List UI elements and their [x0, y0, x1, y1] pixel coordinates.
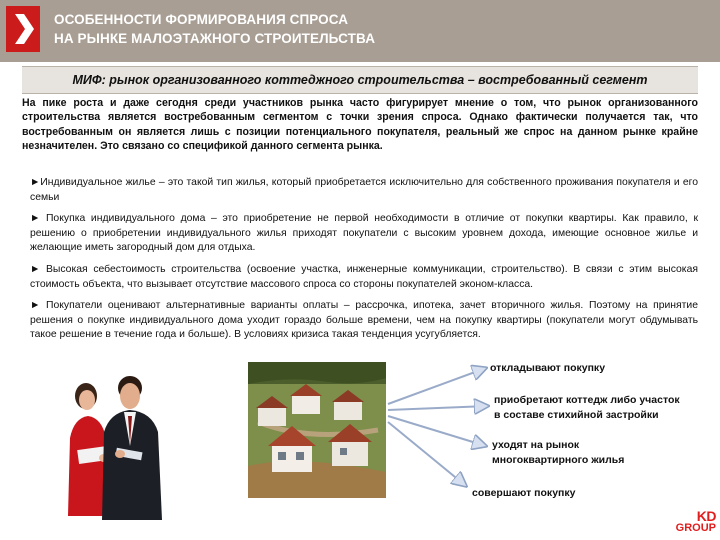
arrow-2 — [388, 406, 488, 410]
title-line-2: НА РЫНКЕ МАЛОЭТАЖНОГО СТРОИТЕЛЬСТВА — [54, 31, 376, 46]
outcome-spontaneous-line-2: в составе стихийной застройки — [494, 409, 659, 421]
intro-paragraph: На пике роста и даже сегодня среди участников рынка часто фигурирует мнение о том, что рынок организованного строительства является востребованным сегментом с точки зрения спроса. Однако фактически получается так, что востребованным он является лишь с позиции потенциального покупателя, реальный же спрос на данном рынке крайне незначителен. Это связано со спецификой данного сегмента рынка. — [22, 97, 698, 152]
bullet-item: ► Покупатели оценивают альтернативные варианты оплаты – рассрочка, ипотека, зачет вторичного жилья. Поэтому на принятие решения о покупке индивидуального дома уходит гораздо больше времени, чем на покупку квартиры (покупатели могут обдумывать такое решение в течение года и больше). В условиях кризиса такая тенденция усугубляется. — [30, 300, 698, 341]
outcome-spontaneous — [494, 393, 714, 423]
title-line-1: ОСОБЕННОСТИ ФОРМИРОВАНИЯ СПРОСА — [54, 12, 349, 27]
arrow-3 — [388, 416, 486, 446]
outcome-apartments — [492, 438, 712, 468]
outcome-postpone: откладывают покупку — [490, 362, 606, 374]
outcome-spontaneous-line-1: приобретают коттедж либо участок — [494, 394, 680, 406]
myth-text: МИФ: рынок организованного коттеджного строительства – востребованный сегмент — [72, 73, 648, 87]
outcome-purchase: совершают покупку — [472, 487, 576, 499]
bullet-item: ► Высокая себестоимость строительства (освоение участка, инженерные коммуникации, строительство). В связи с этим высокая стоимость объекта, что вызывает отсутствие массового спроса со стороны покупателей эконом-класса. — [30, 263, 698, 290]
outcome-apartments-line-1: уходят на рынок — [492, 439, 580, 451]
bullet-item: ► Покупка индивидуального дома – это приобретение не первой необходимости в отличие от покупки квартиры. Как правило, к решению о приобретении индивидуального жилья приходят покупатели с высоким уровнем дохода, имеющие основное жилье и желающие иметь загородный дом для отдыха. — [30, 213, 698, 254]
arrow-4 — [388, 422, 466, 486]
bullet-item: ►Индивидуальное жилье – это такой тип жилья, который приобретается исключительно для собственного проживания покупателя и его семьи — [30, 177, 698, 203]
brand-line-1: KD — [696, 508, 716, 524]
brand-line-2: GROUP — [675, 522, 716, 534]
outcome-apartments-line-2: многоквартирного жилья — [492, 454, 625, 466]
brand-logo — [660, 510, 716, 536]
arrow-1 — [388, 368, 486, 404]
